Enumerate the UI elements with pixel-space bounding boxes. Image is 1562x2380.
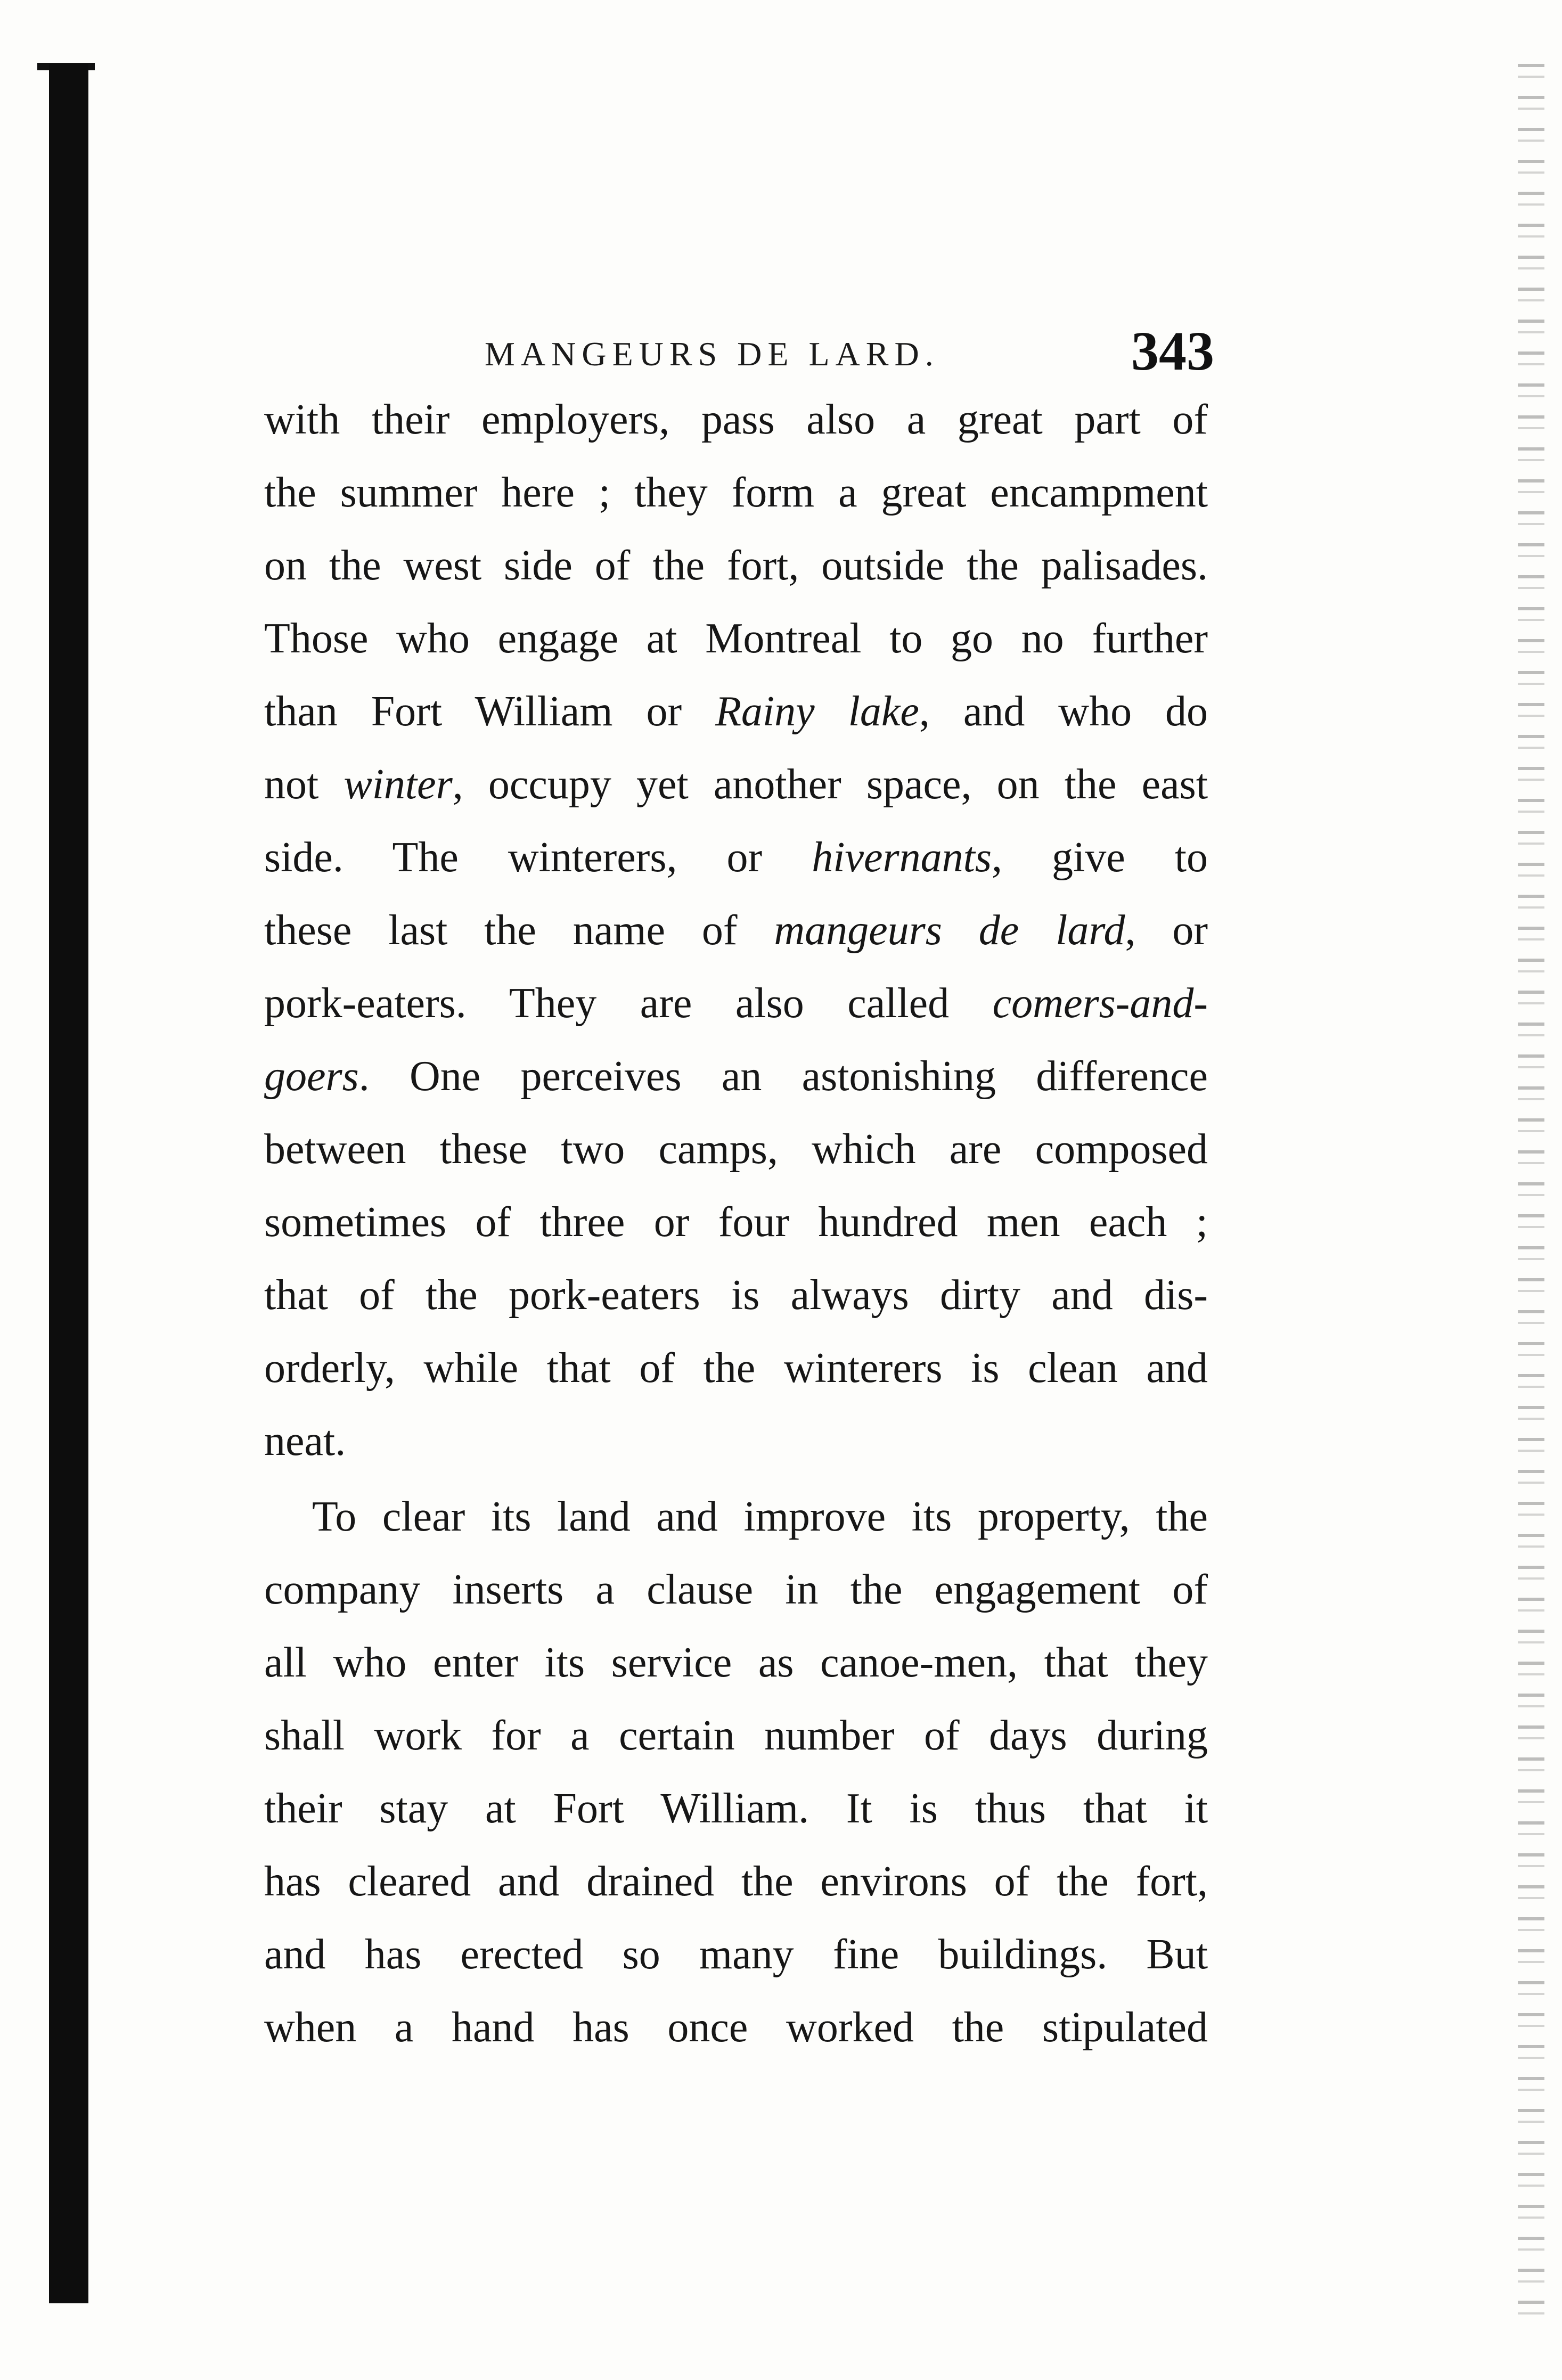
text-line	[264, 1991, 1208, 2064]
text-run: shall work for a certain number of days during	[264, 1712, 1208, 1759]
text-run: their stay at Fort William. It is thus that it	[264, 1785, 1208, 1832]
paragraph	[264, 383, 1208, 1478]
text-run: , occupy yet another space, on the east	[452, 761, 1208, 808]
text-line	[264, 1040, 1208, 1113]
text-line	[264, 675, 1208, 748]
text-run: . One perceives an astonishing difference	[358, 1053, 1208, 1100]
text-run: that of the pork-eaters is always dirty and dis-	[264, 1272, 1208, 1319]
text-run: has cleared and drained the environs of the fort,	[264, 1858, 1208, 1905]
page-number: 343	[1131, 321, 1214, 382]
text-line	[264, 1626, 1208, 1699]
paragraph	[264, 1481, 1208, 2064]
body-text	[264, 383, 1208, 2064]
text-line	[264, 1845, 1208, 1918]
text-run: and has erected so many fine buildings. But	[264, 1931, 1208, 1978]
italic-text: goers	[264, 1053, 359, 1100]
text-run: the summer here ; they form a great encampment	[264, 469, 1208, 516]
text-run: pork-eaters. They are also called	[264, 980, 993, 1027]
text-run: on the west side of the fort, outside the palisades.	[264, 542, 1208, 589]
text-line	[264, 1332, 1208, 1405]
text-run: company inserts a clause in the engagement of	[264, 1566, 1208, 1613]
text-run: with their employers, pass also a great part of	[264, 396, 1208, 443]
running-title: MANGEURS DE LARD.	[485, 335, 939, 373]
binding-edge	[49, 64, 88, 2303]
text-line	[264, 529, 1208, 602]
text-run: To clear its land and improve its property, the	[312, 1493, 1208, 1540]
text-run: these last the name of	[264, 907, 774, 954]
text-line	[264, 602, 1208, 675]
text-line	[264, 1918, 1208, 1991]
text-run: orderly, while that of the winterers is clean and	[264, 1345, 1208, 1392]
text-line	[264, 1772, 1208, 1845]
text-line	[264, 456, 1208, 529]
text-run: , or	[1125, 907, 1208, 954]
text-run: Those who engage at Montreal to go no further	[264, 615, 1208, 662]
text-line	[264, 967, 1208, 1040]
text-line	[264, 1259, 1208, 1332]
text-line	[264, 821, 1208, 894]
italic-text: winter	[344, 761, 453, 808]
running-head	[261, 320, 1214, 394]
text-line	[264, 1405, 1208, 1478]
text-run: all who enter its service as canoe-men, that they	[264, 1639, 1208, 1686]
text-run: than Fort William or	[264, 688, 716, 735]
text-run: , and who do	[919, 688, 1208, 735]
text-line	[264, 748, 1208, 821]
text-line	[264, 383, 1208, 456]
italic-text: Rainy lake	[715, 688, 919, 735]
italic-text: comers-and-	[992, 980, 1208, 1027]
text-line	[264, 1553, 1208, 1626]
text-line	[264, 1186, 1208, 1259]
text-line	[264, 894, 1208, 967]
text-line	[264, 1481, 1208, 1553]
text-run: not	[264, 761, 344, 808]
text-run: side. The winterers, or	[264, 834, 812, 881]
text-run: neat.	[264, 1418, 346, 1465]
page-edge-speckle	[1518, 64, 1544, 2317]
text-run: between these two camps, which are composed	[264, 1126, 1208, 1173]
text-run: when a hand has once worked the stipulated	[264, 2004, 1208, 2051]
text-run: sometimes of three or four hundred men each ;	[264, 1199, 1208, 1246]
text-line	[264, 1699, 1208, 1772]
italic-text: hivernants	[812, 834, 992, 881]
text-line	[264, 1113, 1208, 1186]
italic-text: mangeurs de lard	[774, 907, 1125, 954]
text-run: , give to	[991, 834, 1208, 881]
